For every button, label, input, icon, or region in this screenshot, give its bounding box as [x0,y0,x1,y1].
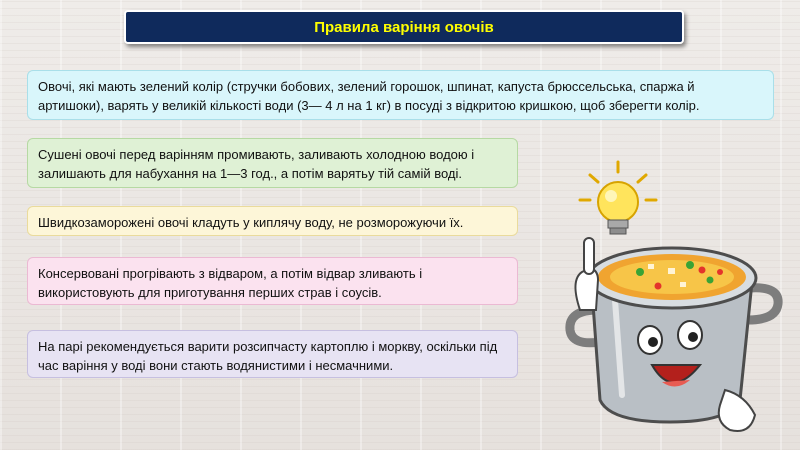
rule-green-vegetables: Овочі, які мають зелений колір (стручки бобових, зелений горошок, шпинат, капуста брюссельська, спаржа й артишоки), варять у великій кількості води (3— 4 л на 1 кг) в посуді з відкритою кришкою, щоб зберегти колір. [27,70,774,120]
page-title: Правила варіння овочів [314,18,494,36]
rule-steamed-vegetables: На парі рекомендується варити розсипчасту картоплю і моркву, оскільки під час варіння у воді вони стають водянистими і несмачними. [27,330,518,378]
title-banner [124,10,684,44]
pointing-hand [575,238,598,310]
rule-dried-vegetables: Сушені овочі перед варінням промивають, заливають холодною водою і залишають для набухання на 1—3 год., а потім варятьу тій самій воді. [27,138,518,188]
rule-frozen-vegetables: Швидкозаморожені овочі кладуть у киплячу воду, не розморожуючи їх. [27,206,518,236]
lightbulb-icon [580,162,656,234]
soup-pot-illustration [540,160,790,445]
rule-canned-vegetables: Консервовані прогрівають з відваром, а потім відвар зливають і використовують для приготування перших страв і соусів. [27,257,518,305]
